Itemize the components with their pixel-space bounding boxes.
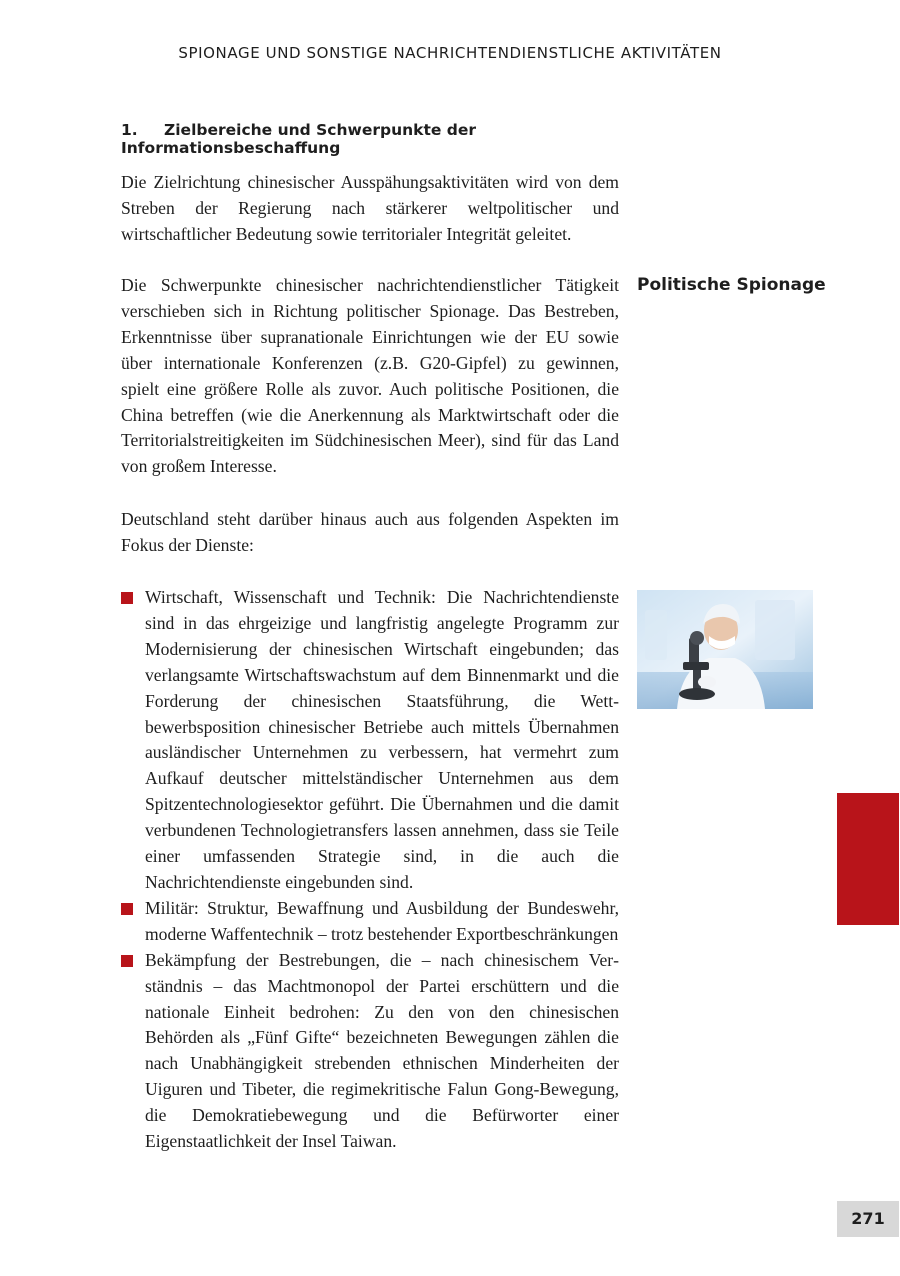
list-item (121, 896, 619, 948)
paragraph-intro: Die Zielrichtung chinesischer Ausspähungsaktivitäten wird von dem Streben der Regierung nach stärkerer weltpolitischer und wirtschaftlicher Bedeutung sowie territorialer Integrität geleitet. (121, 172, 619, 244)
paragraph-political-focus: Die Schwerpunkte chinesischer nachrichtendienstlicher Tätigkeit verschieben sich in Richtung politischer Spionage. Das Bestreben, Erkenntnisse über supranationale Einrichtungen wie der EU sowie über internationale Konferenzen (z.B. G20-Gipfel) zu gewinnen, spielt eine größere Rolle als zuvor. Auch politische Positionen, die China betreffen (wie die Anerkennung als Marktwirtschaft oder die Territorialstreitigkeiten im Südchinesischen Meer), sind für das Land von großem Interesse. (121, 275, 619, 477)
bullet-square-icon (121, 592, 133, 604)
bullet-square-icon (121, 903, 133, 915)
margin-note: Politische Spionage (637, 275, 826, 295)
scientist-microscope-photo (637, 590, 813, 709)
focus-list (121, 585, 619, 1155)
bullet-square-icon (121, 955, 133, 967)
list-item-text: Bekämpfung der Bestrebungen, die – nach chinesischem Verständnis – das Machtmonopol der Partei erschüttern und die nationale Einheit bedrohen: Zu den von den chinesischen Behörden als „Fünf Gifte“ bezeichneten Bewegungen zählen die nach Unabhängigkeit strebenden ethnischen Minderheiten der Uiguren und Tibeter, die regimekritische Falun Gong-Bewegung, die Demokratiebewegung und die Befürworter einer Eigenstaatlichkeit der Insel Taiwan. (145, 949, 619, 1152)
running-head: SPIONAGE UND SONSTIGE NACHRICHTENDIENSTLICHE AKTIVITÄTEN (178, 44, 722, 62)
list-item-text: Militär: Struktur, Bewaffnung und Ausbildung der Bundeswehr, moderne Waffentechnik – trotz bestehender Exportbeschränkungen (145, 897, 619, 944)
section-title: Zielbereiche und Schwerpunkte der Informationsbeschaffung (121, 121, 477, 157)
paragraph-germany-focus: Deutschland steht darüber hinaus auch aus folgenden Aspekten im Fokus der Dienste: (121, 509, 619, 555)
page-number: 271 (837, 1201, 899, 1237)
list-item (121, 585, 619, 896)
chapter-tab (837, 793, 899, 925)
section-heading (121, 121, 641, 157)
section-number: 1. (121, 121, 138, 139)
list-item (121, 948, 619, 1155)
list-item-text: Wirtschaft, Wissenschaft und Technik: Die Nachrichtendienste sind in das ehrgeizige und langfristig angelegte Programm zur Modernisierung der chinesischen Wirtschaft eingebunden; das verlangsamte Wirtschaftswachstum auf dem Binnenmarkt und die Forderung der chinesischen Staatsführung, die Wettbewerbsposition chinesischer Betriebe auch mittels Übernahmen ausländischer Unternehmen zu verbessern, hat vermehrt zum Aufkauf deutscher mittelständischer Unternehmen aus dem Spitzentechnologiesektor geführt. Die Übernahmen und die damit verbundenen Technologietransfers lassen annehmen, dass sie Teile einer umfassenden Strategie sind, in die auch die Nachrichtendienste eingebunden sind. (145, 587, 619, 892)
